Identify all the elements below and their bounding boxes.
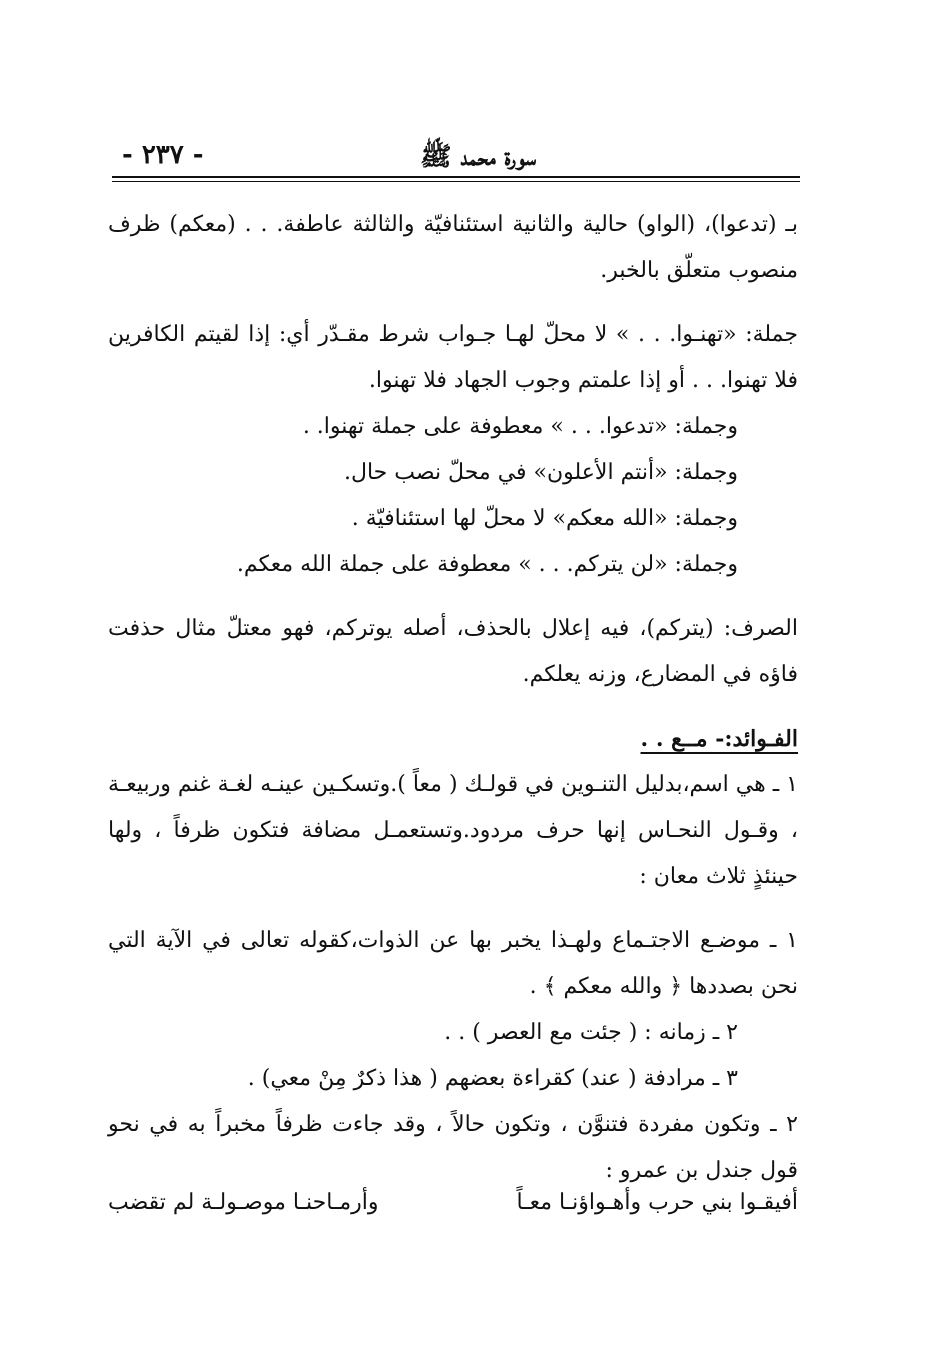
paragraph-meaning-2: ٢ ـ زمانه : ( جئت مع العصر ) . . bbox=[444, 1020, 738, 1045]
verse-first-hemistich: أفيقـوا بني حرب وأهـواؤنـا معـاً bbox=[516, 1190, 798, 1215]
page-header bbox=[112, 128, 800, 174]
paragraph-sentence-4: وجملة: «الله معكم» لا محلّ لها استئنافيّة . bbox=[351, 506, 738, 531]
paragraph-fawaid-2: ٢ ـ وتكون مفردة فتنوَّن ، وتكون حالاً ، وقد جاءت ظرفاً مخبراً به في نحو قول جندل بن عمرو : bbox=[108, 1112, 798, 1183]
paragraph-sarf: الصرف: (يتركم)، فيه إعلال بالحذف، أصله يوتركم، فهو معتلّ مثال حذفت فاؤه في المضارع، وزنه يعلكم. bbox=[108, 616, 798, 687]
paragraph-sentence-1: جملة: «تهنـوا. . . » لا محلّ لهـا جـواب شرط مقـدّر أي: إذا لقيتم الكافرين فلا تهنوا. . . أو إذا علمتم وجوب الجهاد فلا تهنوا. bbox=[108, 322, 798, 393]
paragraph-sentence-3: وجملة: «أنتم الأعلون» في محلّ نصب حال. bbox=[343, 460, 738, 485]
paragraph-meaning-1: ١ ـ موضـع الاجتـماع ولهـذا يخبر بها عن الذوات،كقوله تعالى في الآية التي نحن بصددها ﴿ والله معكم ﴾ . bbox=[108, 928, 798, 999]
poetry-verse bbox=[108, 1190, 798, 1230]
header-divider-thin bbox=[112, 181, 800, 182]
paragraph-sentence-2: وجملة: «تدعوا. . . » معطوفة على جملة تهنوا. . bbox=[302, 414, 738, 439]
body-text bbox=[108, 202, 798, 1194]
section-heading-fawaid: الفـوائد:- مــع . . bbox=[640, 726, 798, 752]
paragraph-sentence-5: وجملة: «لن يتركم. . . » معطوفة على جملة الله معكم. bbox=[236, 552, 738, 577]
paragraph-grammar-note: بـ (تدعوا)، (الواو) حالية والثانية استئنافيّة والثالثة عاطفة. . . (معكم) ظرف منصوب متعلّق بالخبر. bbox=[108, 212, 798, 283]
page-number: - ٢٣٧ - bbox=[122, 140, 204, 170]
paragraph-fawaid-1: ١ ـ هي اسم،بدليل التنـوين في قولـك ( معاً ).وتسكـين عينـه لغـة غنم وربيعـة ، وقـول النحـاس إنها حرف مردود.وتستعمـل مضافة فتكون ظرفاً ، ولها حينئذٍ ثلاث معان : bbox=[108, 772, 798, 889]
paragraph-meaning-3: ٣ ـ مرادفة ( عند) كقراءة بعضهم ( هذا ذكرٌ مِنْ معي) . bbox=[247, 1066, 738, 1091]
verse-second-hemistich: وأرمـاحنـا موصـولـة لم تقضب bbox=[108, 1190, 379, 1215]
header-divider bbox=[112, 176, 800, 178]
surah-title: سورة محمد ﷺ bbox=[420, 142, 536, 172]
